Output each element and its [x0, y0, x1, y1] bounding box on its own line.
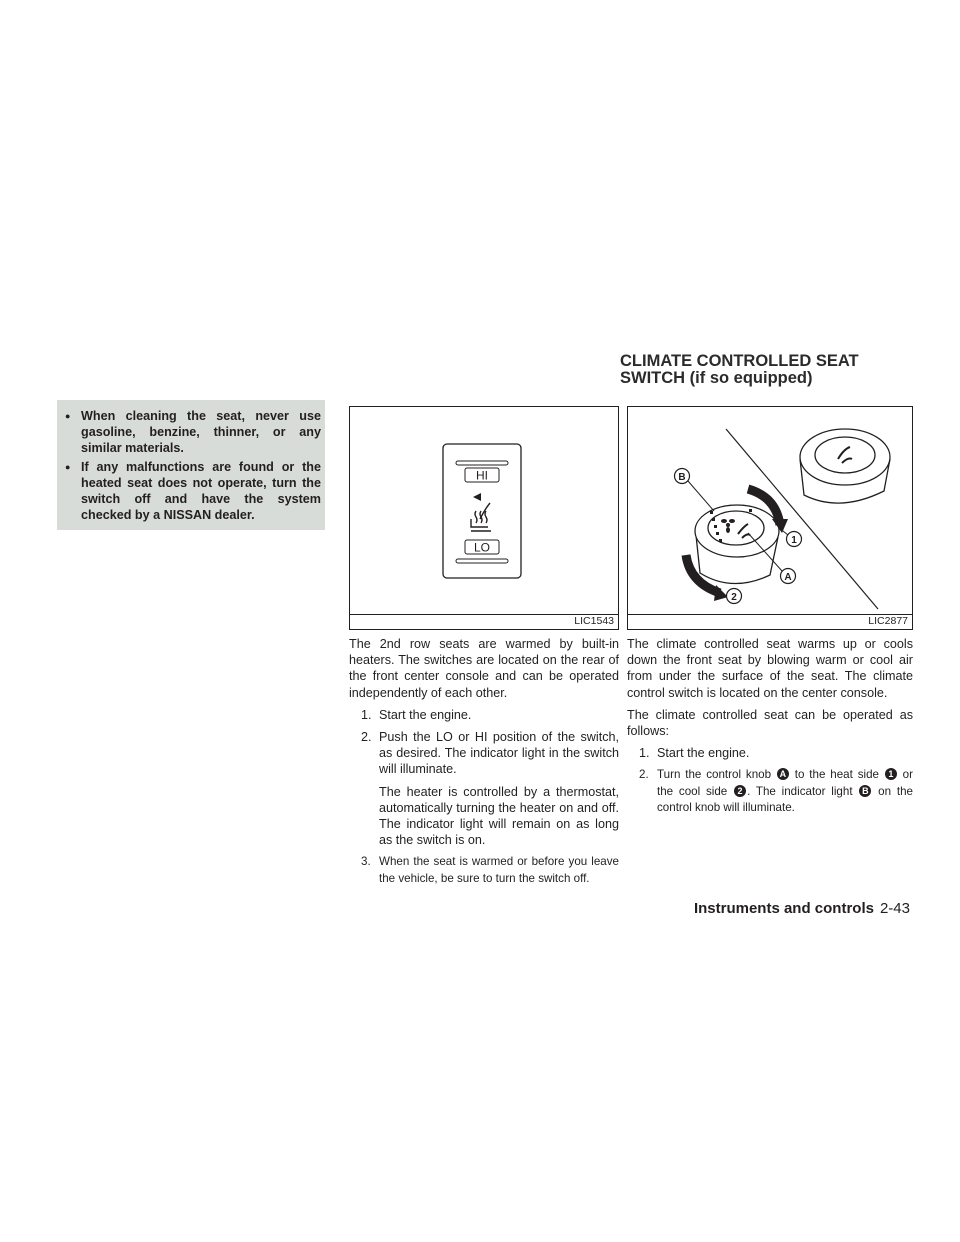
chapter-title: Instruments and controls [693, 900, 874, 917]
figure-code: LIC1543 [574, 615, 614, 627]
heated-steps [349, 707, 619, 887]
section-title-line1: CLIMATE CONTROLLED SEAT [620, 352, 859, 370]
hi-label: HI [476, 468, 488, 483]
climate-knob-figure [627, 406, 913, 630]
callout-2: 2 [731, 592, 737, 603]
indicator-arrow-icon [473, 493, 481, 501]
climate-seat-text [627, 636, 913, 822]
list-item: 2. Turn the control knob A to the heat side 1 or the cool side 2 . The indicator light B on the control knob will illuminate. [639, 768, 913, 814]
heated-intro: The 2nd row seats are warmed by built-in heaters. The switches are located on the rear of the front center console and can be operated independently of each other. [349, 637, 619, 700]
marker-2: 2 [734, 785, 746, 797]
page-footer [620, 900, 910, 918]
marker-1: 1 [885, 768, 897, 780]
seat-heater-icon [471, 503, 491, 531]
left-knob [695, 505, 779, 584]
marker-b: B [859, 785, 871, 797]
callout-a: A [784, 572, 792, 583]
cool-arrow-icon [686, 555, 720, 593]
heated-seat-switch-illustration [350, 407, 618, 629]
warning-box [57, 400, 325, 530]
heated-seat-text [349, 636, 619, 893]
callout-1: 1 [791, 535, 797, 546]
figure-code: LIC2877 [868, 615, 908, 627]
climate-intro: The climate controlled seat warms up or cools down the front seat by blowing warm or cool air from under the surface of the seat. The climate control switch is located on the center console. [627, 637, 913, 700]
list-item: 1. Start the engine. [361, 707, 472, 722]
section-title-line2: SWITCH (if so equipped) [620, 369, 813, 387]
warning-item: ● When cleaning the seat, never use gasoline, benzine, thinner, or any similar materials. [65, 408, 321, 456]
section-title [620, 353, 940, 387]
list-item: 1. Start the engine. [639, 746, 750, 761]
page-number: 2-43 [879, 900, 910, 917]
heated-seat-switch-figure [349, 406, 619, 630]
climate-steps [627, 745, 913, 816]
climate-knob-illustration [628, 407, 912, 629]
marker-a: A [777, 768, 789, 780]
warning-item: ● If any malfunctions are found or the heated seat does not operate, turn the switch off and have the system checked by a NISSAN dealer. [65, 459, 321, 523]
lo-label: LO [473, 540, 491, 555]
climate-intro2: The climate controlled seat can be operated as follows: [627, 707, 913, 739]
right-knob [800, 429, 890, 503]
list-item: 2. Push the LO or HI position of the switch, as desired. The indicator light in the switch will illuminate. The heater is controlled by a thermostat, automatically turning the heater on and off. The indicator light will remain on as long as the switch is on. [361, 730, 619, 848]
list-item: 3. When the seat is warmed or before you leave the vehicle, be sure to turn the switch off. [361, 855, 619, 885]
callout-b: B [678, 472, 686, 483]
